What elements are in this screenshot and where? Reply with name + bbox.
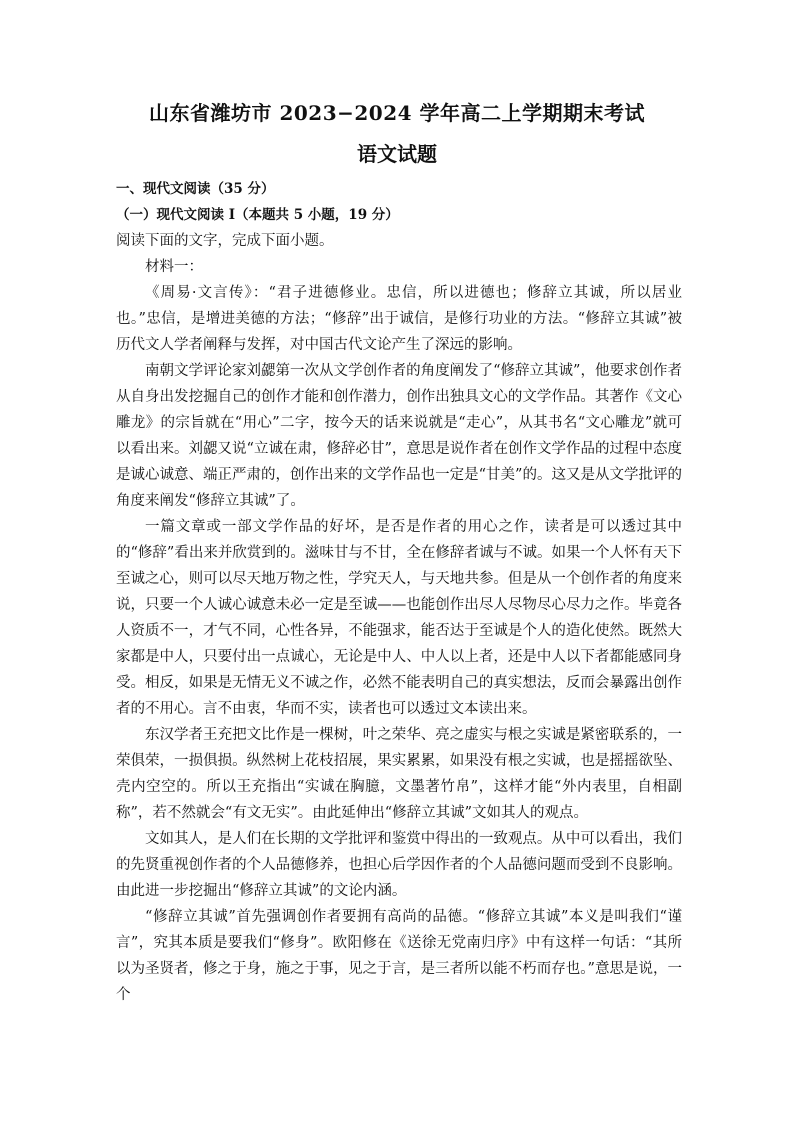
document-subtitle: 语文试题 [357,142,437,166]
document-body [116,176,682,1008]
material-label: 材料一： [145,259,203,275]
section-heading: 一、现代文阅读（35 分） [116,181,275,197]
reading-instruction: 阅读下面的文字，完成下面小题。 [116,233,334,249]
subsection-heading: （一）现代文阅读 I（本题共 5 小题，19 分） [116,207,399,223]
paragraph-1: 《周易·文言传》：“君子进德修业。忠信，所以进德也；修辞立其诚，所以居业也。”忠信，是增进美德的方法；“修辞”出于诚信，是修行功业的方法。“修辞立其诚”被历代文人学者阐释与发挥，对中国古代文论产生了深远的影响。 [116,285,682,353]
paragraph-5: 文如其人，是人们在长期的文学批评和鉴赏中得出的一致观点。从中可以看出，我们的先贤重视创作者的个人品德修养，也担心后学因作者的个人品德问题而受到不良影响。由此进一步挖掘出“修辞立其诚”的文论内涵。 [116,831,682,899]
paragraph-2: 南朝文学评论家刘勰第一次从文学创作者的角度阐发了“修辞立其诚”，他要求创作者从自身出发挖掘自己的创作才能和创作潜力，创作出独具文心的文学作品。其著作《文心雕龙》的宗旨就在“用心”二字，按今天的话来说就是“走心”，从其书名“文心雕龙”就可以看出来。刘勰又说“立诚在肃，修辞必甘”，意思是说作者在创作文学作品的过程中态度是诚心诚意、端正严肃的，创作出来的文学作品也一定是“甘美”的。这又是从文学批评的角度来阐发“修辞立其诚”了。 [116,363,682,509]
paragraph-6: “修辞立其诚”首先强调创作者要拥有高尚的品德。“修辞立其诚”本义是叫我们“谨言”，究其本质是要我们“修身”。欧阳修在《送徐无党南归序》中有这样一句话：“其所以为圣贤者，修之于身，施之于事，见之于言，是三者所以能不朽而存也。”意思是说，一个 [116,909,682,1003]
paragraph-4: 东汉学者王充把文比作是一棵树，叶之荣华、亮之虚实与根之实诚是紧密联系的，一荣俱荣，一损俱损。纵然树上花枝招展，果实累累，如果没有根之实诚，也是摇摇欲坠、壳内空空的。所以王充指出“实诚在胸臆，文墨著竹帛”，这样才能“外内表里，自相副称”，若不然就会“有文无实”。由此延伸出“修辞立其诚”文如其人的观点。 [116,727,682,821]
document-title: 山东省潍坊市 2023−2024 学年高二上学期期末考试 [148,101,645,125]
paragraph-3: 一篇文章或一部文学作品的好坏，是否是作者的用心之作，读者是可以透过其中的“修辞”看出来并欣赏到的。滋味甘与不甘，全在修辞者诚与不诚。如果一个人怀有天下至诚之心，则可以尽天地万物之性，学究天人，与天地共参。但是从一个创作者的角度来说，只要一个人诚心诚意未必一定是至诚——也能创作出尽人尽物尽心尽力之作。毕竟各人资质不一，才气不同，心性各异，不能强求，能否达于至诚是个人的造化使然。既然大家都是中人，只要付出一点诚心，无论是中人、中人以上者，还是中人以下者都能感同身受。相反，如果是无情无义不诚之作，必然不能表明自己的真实想法，反而会暴露出创作者的不用心。言不由衷，华而不实，读者也可以透过文本读出来。 [116,519,682,717]
